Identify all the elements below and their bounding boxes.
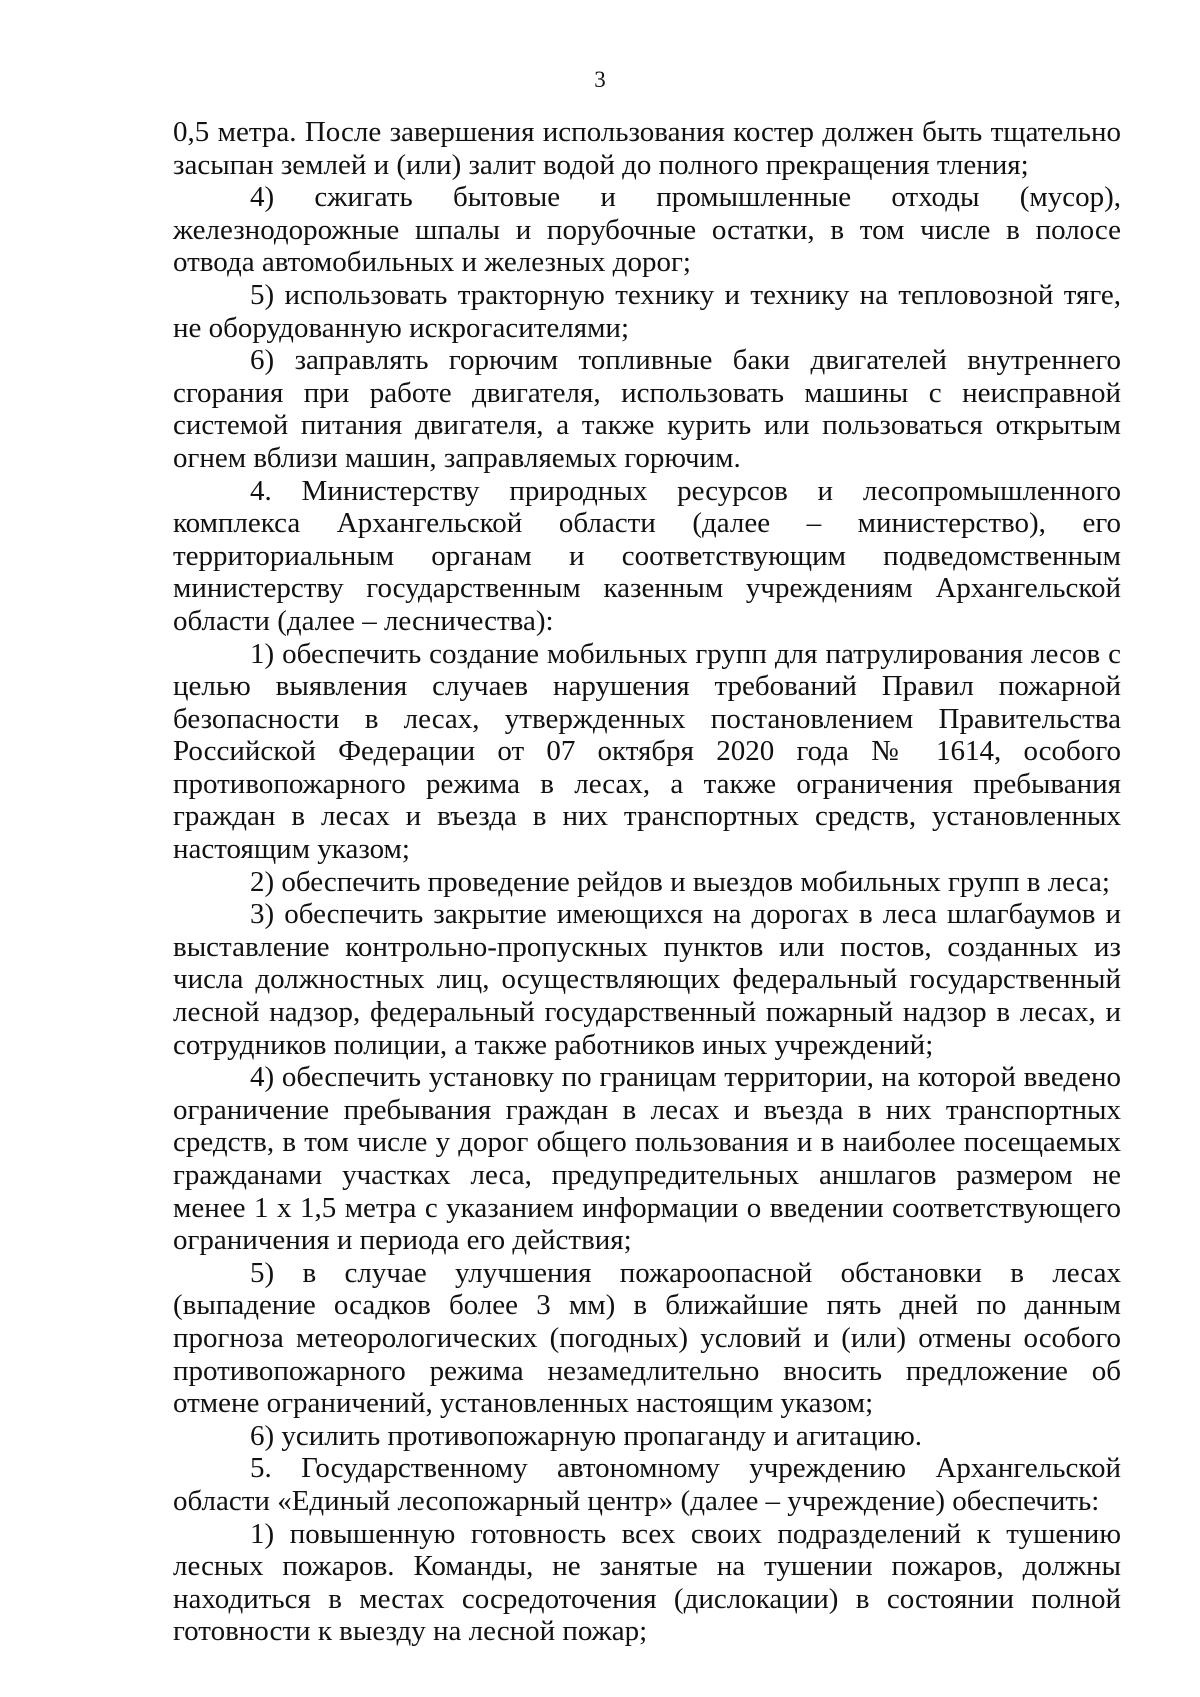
paragraph: 5) использовать тракторную технику и технику на тепловозной тяге, не оборудованную искрогасителями; <box>173 278 1121 344</box>
paragraph: 3) обеспечить закрытие имеющихся на дорогах в леса шлагбаумов и выставление контрольно-пропускных пунктов или постов, созданных из числа должностных лиц, осуществляющих федеральный государственный лесной надзор, федеральный государственный пожарный надзор в лесах, и сотрудников полиции, а также работников иных учреждений; <box>173 898 1121 1061</box>
paragraph: 1) обеспечить создание мобильных групп для патрулирования лесов с целью выявления случаев нарушения требований Правил пожарной безопасности в лесах, утвержденных постановлением Правительства Российской Федерации от 07 октября 2020 года № 1614, особого противопожарного режима в лесах, а также ограничения пребывания граждан в лесах и въезда в них транспортных средств, установленных настоящим указом; <box>173 637 1121 866</box>
paragraph: 2) обеспечить проведение рейдов и выездов мобильных групп в леса; <box>250 865 1110 898</box>
paragraph: 1) повышенную готовность всех своих подразделений к тушению лесных пожаров. Команды, не занятые на тушении пожаров, должны находиться в местах сосредоточения (дислокации) в состоянии полной готовности к выезду на лесной пожар; <box>173 1517 1121 1648</box>
paragraph: 4) обеспечить установку по границам территории, на которой введено ограничение пребывания граждан в лесах и въезда в них транспортных средств, в том числе у дорог общего пользования и в наиболее посещаемых гражданами участках леса, предупредительных аншлагов размером не менее 1 х 1,5 метра с указанием информации о введении соответствующего ограничения и периода его действия; <box>173 1061 1121 1257</box>
paragraph: 0,5 метра. После завершения использования костер должен быть тщательно засыпан землей и (или) залит водой до полного прекращения тления; <box>173 116 1121 181</box>
paragraph: 4. Министерству природных ресурсов и лесопромышленного комплекса Архангельской области (далее – министерство), его территориальным органам и соответствующим подведомственным министерству государственным казенным учреждениям Архангельской области (далее – лесничества): <box>173 474 1121 637</box>
paragraph: 6) усилить противопожарную пропаганду и агитацию. <box>250 1419 923 1452</box>
page-number: 3 <box>594 67 606 92</box>
paragraph: 5) в случае улучшения пожароопасной обстановки в лесах (выпадение осадков более 3 мм) в ближайшие пять дней по данным прогноза метеорологических (погодных) условий и (или) отмены особого противопожарного режима незамедлительно вносить предложение об отмене ограничений, установленных настоящим указом; <box>173 1256 1121 1420</box>
paragraph: 5. Государственному автономному учреждению Архангельской области «Единый лесопожарный центр» (далее – учреждение) обеспечить: <box>173 1452 1121 1517</box>
document-body <box>173 116 1121 1648</box>
paragraph: 4) сжигать бытовые и промышленные отходы (мусор), железнодорожные шпалы и порубочные остатки, в том числе в полосе отвода автомобильных и железных дорог; <box>173 181 1121 279</box>
paragraph: 6) заправлять горючим топливные баки двигателей внутреннего сгорания при работе двигателя, использовать машины с неисправной системой питания двигателя, а также курить или пользоваться открытым огнем вблизи машин, заправляемых горючим. <box>173 344 1121 474</box>
